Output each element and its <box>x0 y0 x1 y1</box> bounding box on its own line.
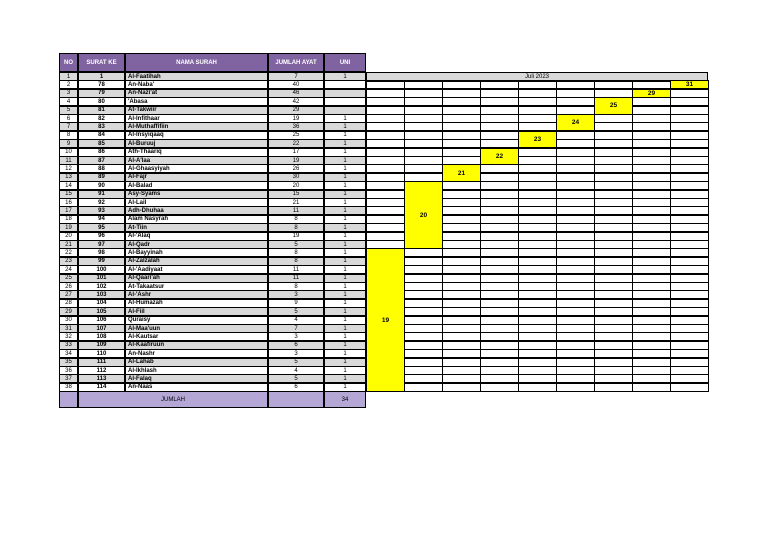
footer-total-uni: 34 <box>324 391 366 408</box>
row-uni: 1 <box>324 139 366 148</box>
row-surat-ke: 88 <box>78 164 125 173</box>
row-surat-ke: 81 <box>78 106 125 115</box>
row-nama-surah: An-Nashr <box>125 349 268 358</box>
row-no: 22 <box>59 248 78 257</box>
row-surat-ke: 78 <box>78 80 125 89</box>
row-nama-surah: Al-Lail <box>125 198 268 207</box>
row-no: 21 <box>59 240 78 249</box>
row-nama-surah: Quraisy <box>125 316 268 325</box>
row-surat-ke: 83 <box>78 122 125 131</box>
row-no: 37 <box>59 374 78 383</box>
row-no: 35 <box>59 358 78 367</box>
row-jumlah-ayat: 40 <box>268 80 324 89</box>
row-no: 34 <box>59 349 78 358</box>
row-nama-surah: Al-Bayyinah <box>125 248 268 257</box>
row-uni: 1 <box>324 349 366 358</box>
row-surat-ke: 87 <box>78 156 125 165</box>
row-nama-surah: Al-Infithaar <box>125 114 268 123</box>
row-jumlah-ayat: 4 <box>268 366 324 375</box>
row-jumlah-ayat: 20 <box>268 181 324 190</box>
row-nama-surah: Al-Zalzalah <box>125 257 268 266</box>
calendar-cell <box>518 383 557 392</box>
row-jumlah-ayat: 11 <box>268 265 324 274</box>
row-nama-surah: Al-Buruuj <box>125 139 268 148</box>
row-jumlah-ayat: 29 <box>268 106 324 115</box>
row-uni: 1 <box>324 156 366 165</box>
calendar-cell <box>404 383 443 392</box>
row-uni: 1 <box>324 324 366 333</box>
row-no: 13 <box>59 173 78 182</box>
row-jumlah-ayat: 9 <box>268 299 324 308</box>
row-jumlah-ayat: 6 <box>268 383 324 392</box>
row-no: 31 <box>59 324 78 333</box>
row-nama-surah: 'Abasa <box>125 97 268 106</box>
row-nama-surah: An-Naas <box>125 383 268 392</box>
row-no: 4 <box>59 97 78 106</box>
row-surat-ke: 86 <box>78 148 125 157</box>
row-uni: 1 <box>324 248 366 257</box>
schedule-day-block: 21 <box>442 164 481 181</box>
row-nama-surah: Al-Fiil <box>125 307 268 316</box>
row-jumlah-ayat: 3 <box>268 290 324 299</box>
row-nama-surah: Al-Kautsar <box>125 332 268 341</box>
calendar-cell <box>632 383 671 392</box>
row-uni: 1 <box>324 257 366 266</box>
row-no: 15 <box>59 190 78 199</box>
row-no: 16 <box>59 198 78 207</box>
row-surat-ke: 80 <box>78 97 125 106</box>
row-jumlah-ayat: 5 <box>268 374 324 383</box>
row-uni: 1 <box>324 148 366 157</box>
row-surat-ke: 91 <box>78 190 125 199</box>
row-nama-surah: Ath-Thaariq <box>125 148 268 157</box>
row-nama-surah: Al-Ikhlash <box>125 366 268 375</box>
row-uni: 1 <box>324 122 366 131</box>
row-nama-surah: At-Takaatsur <box>125 282 268 291</box>
row-surat-ke: 103 <box>78 290 125 299</box>
row-jumlah-ayat: 11 <box>268 274 324 283</box>
row-uni: 1 <box>324 198 366 207</box>
row-surat-ke: 93 <box>78 206 125 215</box>
row-surat-ke: 99 <box>78 257 125 266</box>
row-surat-ke: 102 <box>78 282 125 291</box>
row-surat-ke: 97 <box>78 240 125 249</box>
row-no: 23 <box>59 257 78 266</box>
footer-blank-no <box>59 391 78 408</box>
row-uni: 1 <box>324 366 366 375</box>
row-surat-ke: 96 <box>78 232 125 241</box>
row-jumlah-ayat: 8 <box>268 257 324 266</box>
row-jumlah-ayat: 42 <box>268 97 324 106</box>
row-uni: 1 <box>324 265 366 274</box>
row-no: 27 <box>59 290 78 299</box>
row-surat-ke: 85 <box>78 139 125 148</box>
row-jumlah-ayat: 22 <box>268 139 324 148</box>
row-nama-surah: Al-Qadr <box>125 240 268 249</box>
row-no: 30 <box>59 316 78 325</box>
row-jumlah-ayat: 30 <box>268 173 324 182</box>
header-surat-ke: SURAT KE <box>78 53 125 72</box>
row-jumlah-ayat: 5 <box>268 307 324 316</box>
schedule-day-block: 29 <box>632 89 671 98</box>
row-no: 7 <box>59 122 78 131</box>
row-uni: 1 <box>324 307 366 316</box>
row-no: 19 <box>59 223 78 232</box>
row-jumlah-ayat: 19 <box>268 114 324 123</box>
row-surat-ke: 90 <box>78 181 125 190</box>
row-jumlah-ayat: 6 <box>268 341 324 350</box>
calendar-cell <box>480 383 519 392</box>
row-nama-surah: At-Takwiir <box>125 106 268 115</box>
row-nama-surah: Al-Kaafiruun <box>125 341 268 350</box>
row-nama-surah: Al-Falaq <box>125 374 268 383</box>
row-uni: 1 <box>324 232 366 241</box>
row-uni: 1 <box>324 206 366 215</box>
row-uni: 1 <box>324 240 366 249</box>
row-surat-ke: 113 <box>78 374 125 383</box>
row-jumlah-ayat: 46 <box>268 89 324 98</box>
row-no: 20 <box>59 232 78 241</box>
row-uni: 1 <box>324 274 366 283</box>
row-uni: 1 <box>324 316 366 325</box>
row-jumlah-ayat: 36 <box>268 122 324 131</box>
row-nama-surah: Al-'Alaq <box>125 232 268 241</box>
row-jumlah-ayat: 3 <box>268 332 324 341</box>
row-uni: 1 <box>324 181 366 190</box>
row-nama-surah: Al-Maa'uun <box>125 324 268 333</box>
row-nama-surah: Al-Lahab <box>125 358 268 367</box>
row-nama-surah: An-Nazi'at <box>125 89 268 98</box>
row-nama-surah: Al-Fajr <box>125 173 268 182</box>
row-jumlah-ayat: 8 <box>268 282 324 291</box>
row-surat-ke: 112 <box>78 366 125 375</box>
footer-blank-ayat <box>268 391 324 408</box>
row-no: 11 <box>59 156 78 165</box>
row-nama-surah: Al-'Aadiyaat <box>125 265 268 274</box>
row-no: 8 <box>59 131 78 140</box>
row-nama-surah: Al-Qaari'ah <box>125 274 268 283</box>
row-jumlah-ayat: 19 <box>268 232 324 241</box>
row-jumlah-ayat: 8 <box>268 223 324 232</box>
row-jumlah-ayat: 25 <box>268 131 324 140</box>
row-nama-surah: An-Naba' <box>125 80 268 89</box>
schedule-day-block: 23 <box>518 131 557 148</box>
row-jumlah-ayat: 26 <box>268 164 324 173</box>
schedule-day-block: 24 <box>556 114 595 131</box>
row-surat-ke: 105 <box>78 307 125 316</box>
row-no: 14 <box>59 181 78 190</box>
row-surat-ke: 100 <box>78 265 125 274</box>
row-jumlah-ayat: 8 <box>268 248 324 257</box>
row-no: 29 <box>59 307 78 316</box>
row-no: 24 <box>59 265 78 274</box>
row-surat-ke: 107 <box>78 324 125 333</box>
header-no: NO <box>59 53 78 72</box>
row-surat-ke: 101 <box>78 274 125 283</box>
row-surat-ke: 110 <box>78 349 125 358</box>
row-surat-ke: 89 <box>78 173 125 182</box>
row-uni: 1 <box>324 358 366 367</box>
calendar-cell <box>442 383 481 392</box>
row-uni: 1 <box>324 72 366 81</box>
row-surat-ke: 1 <box>78 72 125 81</box>
row-no: 5 <box>59 106 78 115</box>
row-uni: 1 <box>324 173 366 182</box>
row-jumlah-ayat: 5 <box>268 358 324 367</box>
row-surat-ke: 111 <box>78 358 125 367</box>
row-nama-surah: Al-Faatihah <box>125 72 268 81</box>
month-label: Juli 2023 <box>366 72 708 82</box>
row-jumlah-ayat: 4 <box>268 316 324 325</box>
row-nama-surah: Al-Muthaffifiin <box>125 122 268 131</box>
row-jumlah-ayat: 17 <box>268 148 324 157</box>
row-uni: 1 <box>324 131 366 140</box>
row-jumlah-ayat: 7 <box>268 324 324 333</box>
row-no: 6 <box>59 114 78 123</box>
row-surat-ke: 104 <box>78 299 125 308</box>
row-nama-surah: Al-'Ashr <box>125 290 268 299</box>
row-nama-surah: Adh-Dhuhaa <box>125 206 268 215</box>
row-uni: 1 <box>324 164 366 173</box>
row-uni: 1 <box>324 282 366 291</box>
row-jumlah-ayat: 7 <box>268 72 324 81</box>
row-no: 32 <box>59 332 78 341</box>
row-surat-ke: 82 <box>78 114 125 123</box>
row-jumlah-ayat: 8 <box>268 215 324 224</box>
row-surat-ke: 95 <box>78 223 125 232</box>
schedule-day-block: 22 <box>480 148 519 165</box>
row-uni: 1 <box>324 383 366 392</box>
row-no: 36 <box>59 366 78 375</box>
row-jumlah-ayat: 11 <box>268 206 324 215</box>
row-nama-surah: Al-Humazah <box>125 299 268 308</box>
header-nama-surah: NAMA SURAH <box>125 53 268 72</box>
row-no: 26 <box>59 282 78 291</box>
row-uni: 1 <box>324 341 366 350</box>
schedule-day-block: 19 <box>366 248 405 391</box>
row-nama-surah: Al-Balad <box>125 181 268 190</box>
row-uni: 1 <box>324 332 366 341</box>
row-nama-surah: Al-A'laa <box>125 156 268 165</box>
row-no: 2 <box>59 80 78 89</box>
row-no: 3 <box>59 89 78 98</box>
row-uni: 1 <box>324 215 366 224</box>
row-uni: 1 <box>324 190 366 199</box>
row-uni: 1 <box>324 223 366 232</box>
row-no: 28 <box>59 299 78 308</box>
row-no: 10 <box>59 148 78 157</box>
row-surat-ke: 79 <box>78 89 125 98</box>
row-uni: 1 <box>324 114 366 123</box>
row-no: 9 <box>59 139 78 148</box>
row-no: 38 <box>59 383 78 392</box>
footer-jumlah-label: JUMLAH <box>78 391 268 408</box>
row-nama-surah: At-Tiin <box>125 223 268 232</box>
row-surat-ke: 94 <box>78 215 125 224</box>
row-surat-ke: 108 <box>78 332 125 341</box>
header-uni: UNI <box>324 53 366 72</box>
calendar-cell <box>594 383 633 392</box>
calendar-cell <box>670 383 709 392</box>
schedule-day-block: 25 <box>594 97 633 114</box>
row-nama-surah: Alam Nasyrah <box>125 215 268 224</box>
row-surat-ke: 84 <box>78 131 125 140</box>
row-no: 33 <box>59 341 78 350</box>
row-surat-ke: 92 <box>78 198 125 207</box>
row-surat-ke: 98 <box>78 248 125 257</box>
row-uni: 1 <box>324 299 366 308</box>
row-jumlah-ayat: 15 <box>268 190 324 199</box>
schedule-day-block: 31 <box>670 80 709 89</box>
row-surat-ke: 106 <box>78 316 125 325</box>
row-nama-surah: Al-Ghaasyiyah <box>125 164 268 173</box>
row-no: 17 <box>59 206 78 215</box>
row-uni: 1 <box>324 374 366 383</box>
row-no: 25 <box>59 274 78 283</box>
calendar-cell <box>556 383 595 392</box>
row-surat-ke: 109 <box>78 341 125 350</box>
row-jumlah-ayat: 3 <box>268 349 324 358</box>
row-jumlah-ayat: 19 <box>268 156 324 165</box>
row-no: 12 <box>59 164 78 173</box>
row-no: 18 <box>59 215 78 224</box>
row-jumlah-ayat: 21 <box>268 198 324 207</box>
row-nama-surah: Asy-Syams <box>125 190 268 199</box>
row-surat-ke: 114 <box>78 383 125 392</box>
schedule-day-block: 20 <box>404 181 443 249</box>
header-jumlah-ayat: JUMLAH AYAT <box>268 53 324 72</box>
row-jumlah-ayat: 5 <box>268 240 324 249</box>
row-uni: 1 <box>324 290 366 299</box>
row-no: 1 <box>59 72 78 81</box>
row-nama-surah: Al-Insyiqaaq <box>125 131 268 140</box>
